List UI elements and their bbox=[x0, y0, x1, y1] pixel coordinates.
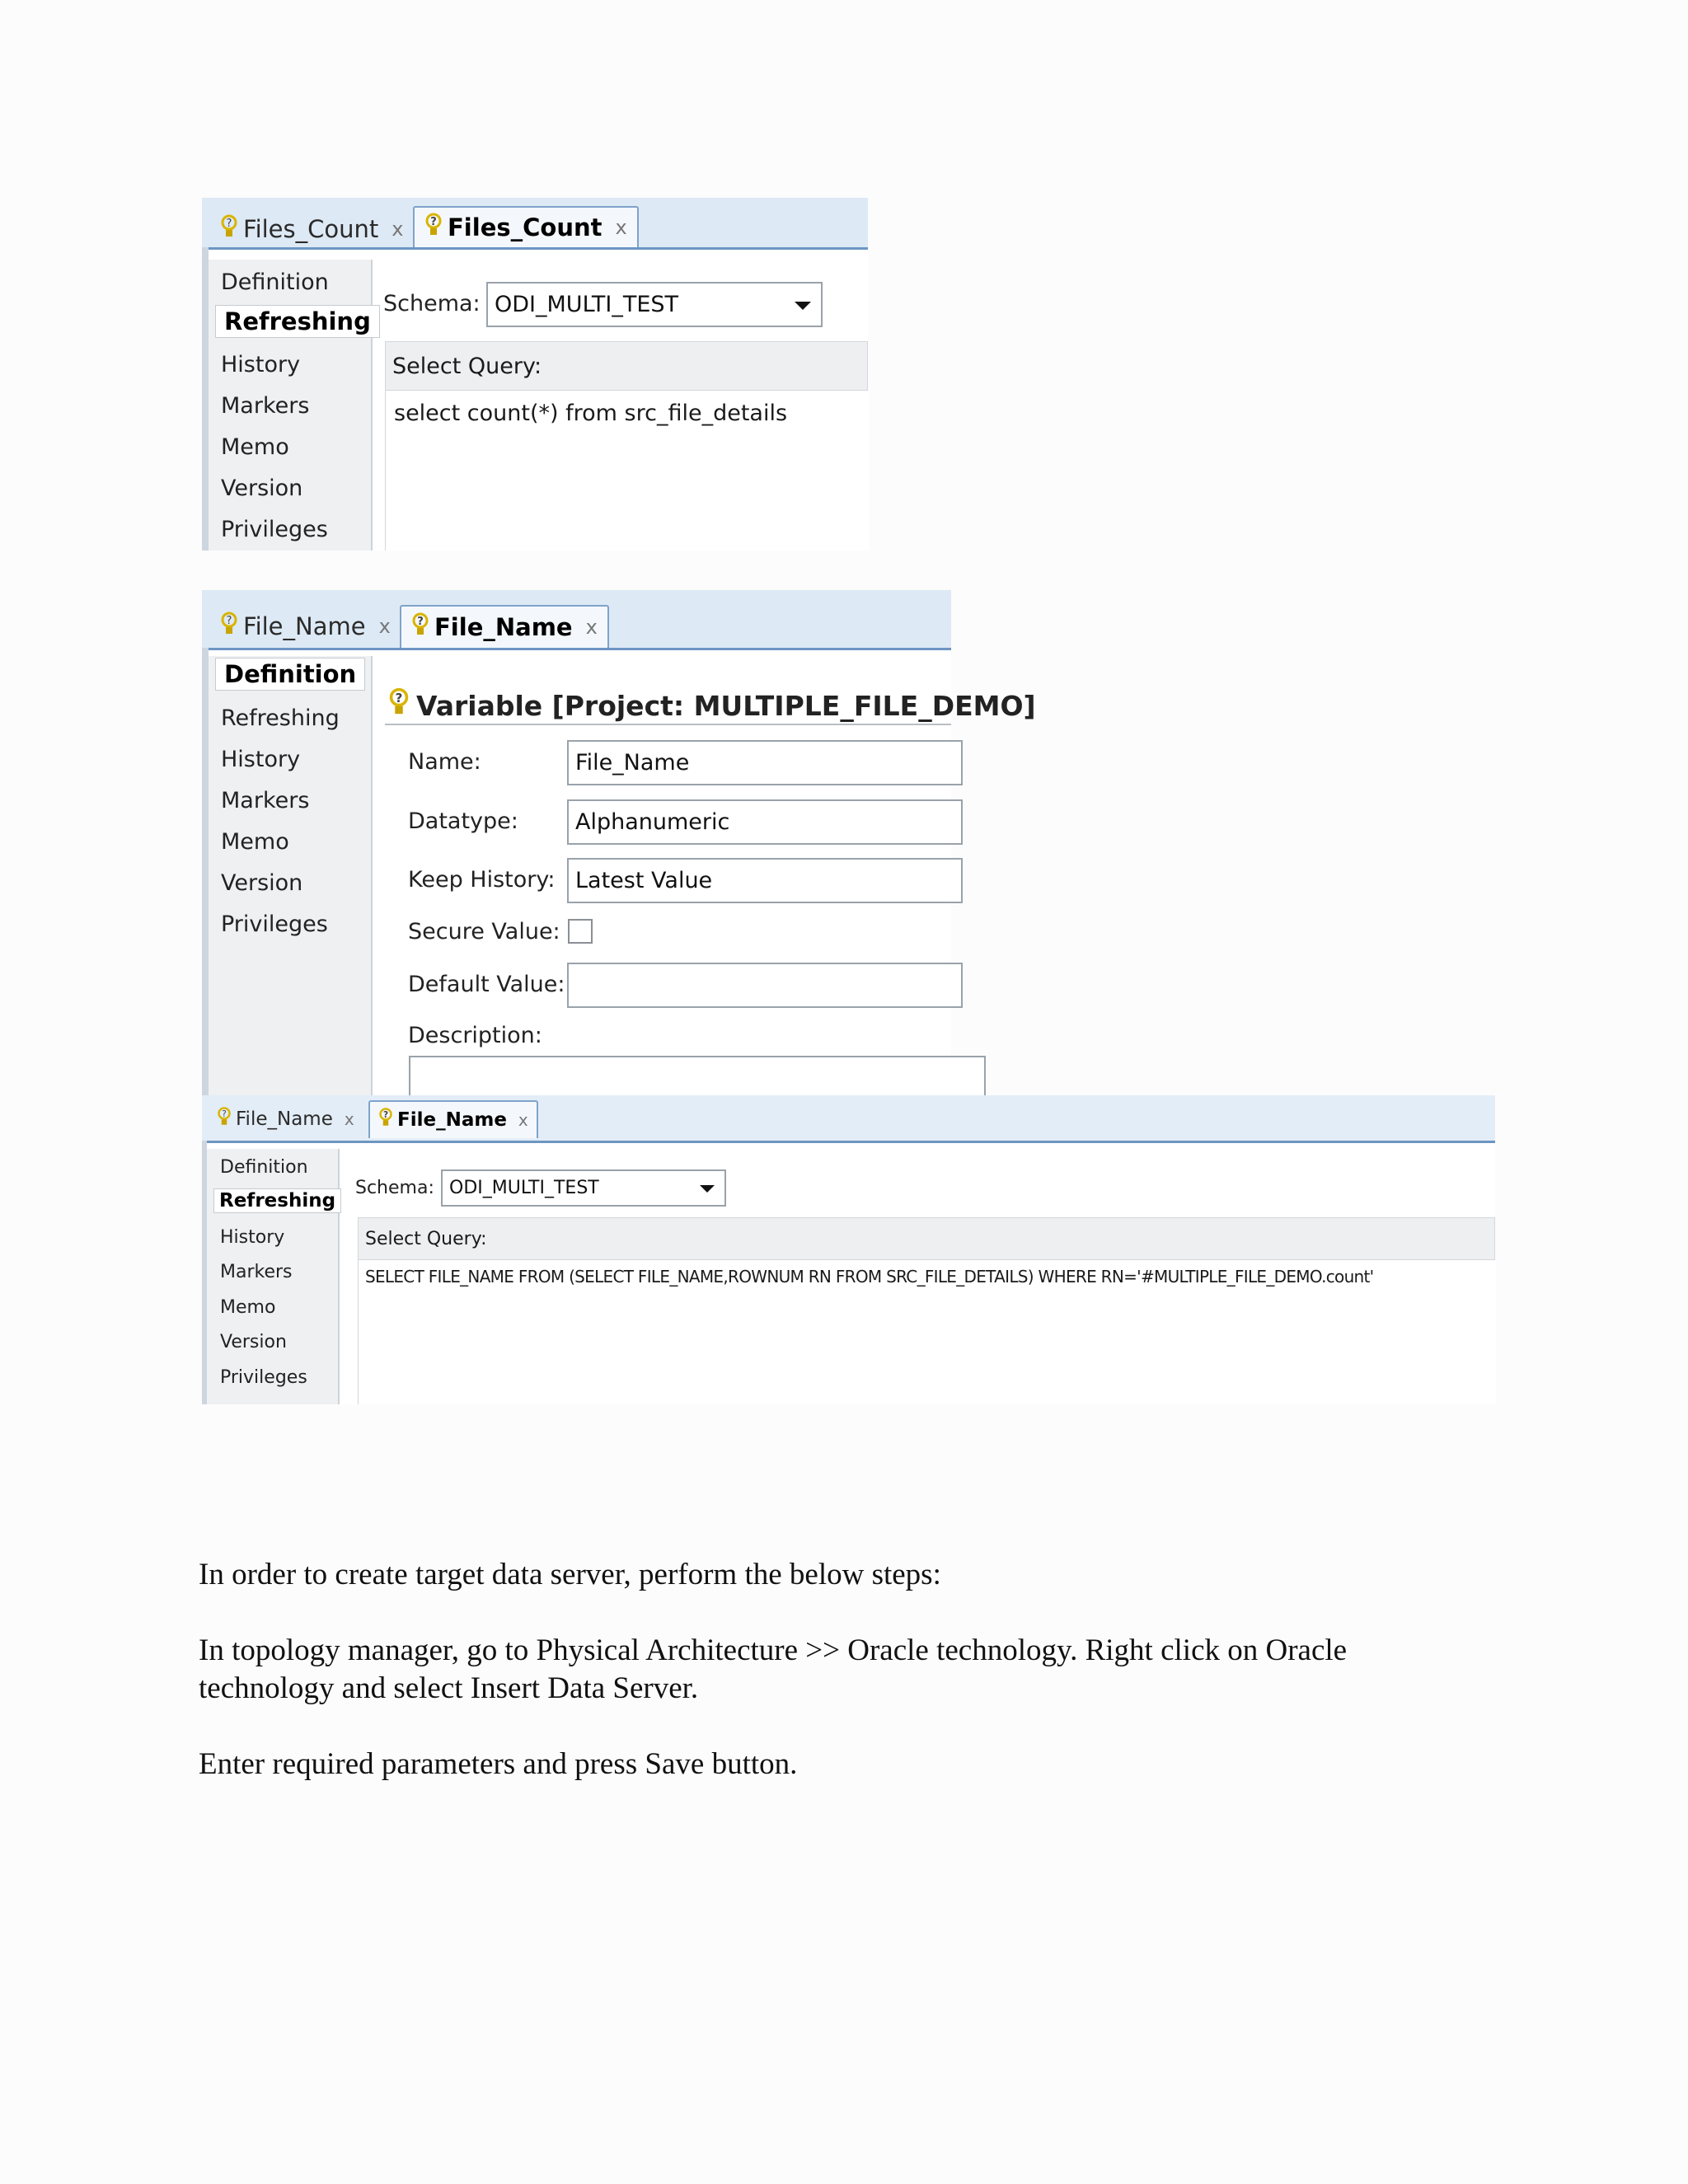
nav-item-privileges[interactable]: Privileges bbox=[221, 912, 328, 937]
svg-text:?: ? bbox=[222, 1109, 227, 1119]
keep-history-value: Latest Value bbox=[575, 868, 713, 893]
close-icon[interactable]: x bbox=[615, 216, 627, 239]
name-label: Name: bbox=[408, 749, 481, 775]
schema-dropdown[interactable] bbox=[441, 1169, 726, 1207]
tab-label: File_Name bbox=[434, 613, 573, 641]
left-border bbox=[202, 247, 209, 551]
default-value-input[interactable] bbox=[567, 963, 963, 1008]
chevron-down-icon bbox=[700, 1185, 715, 1193]
default-value-label: Default Value: bbox=[408, 972, 565, 997]
nav-item-history[interactable]: History bbox=[221, 747, 301, 772]
tab-label: Files_Count bbox=[448, 213, 603, 241]
close-icon[interactable]: x bbox=[392, 218, 404, 241]
file-name-definition-screenshot bbox=[202, 590, 1036, 1095]
nav-item-memo[interactable]: Memo bbox=[221, 829, 289, 855]
select-query-label: Select Query: bbox=[365, 1228, 487, 1249]
close-icon[interactable]: x bbox=[585, 616, 598, 639]
svg-text:?: ? bbox=[395, 691, 403, 705]
paragraph-intro: In order to create target data server, perform the below steps: bbox=[199, 1558, 941, 1591]
name-input[interactable] bbox=[567, 740, 963, 785]
schema-label: Schema: bbox=[355, 1178, 434, 1198]
paragraph-topology-line1: In topology manager, go to Physical Architecture >> Oracle technology. Right click on Oracle bbox=[199, 1633, 1348, 1667]
keep-history-label: Keep History: bbox=[408, 867, 556, 893]
nav-item-definition[interactable]: Definition bbox=[221, 269, 329, 295]
tab-file-name-active[interactable] bbox=[368, 1100, 538, 1138]
nav-item-definition[interactable]: Definition bbox=[220, 1157, 308, 1178]
heading-divider bbox=[385, 724, 951, 725]
nav-item-markers[interactable]: Markers bbox=[221, 788, 310, 813]
tab-label: File_Name bbox=[397, 1109, 507, 1131]
close-icon[interactable]: x bbox=[344, 1109, 354, 1129]
variable-heading-text: Variable [Project: MULTIPLE_FILE_DEMO] bbox=[416, 689, 1036, 722]
tab-label: File_Name bbox=[236, 1108, 333, 1130]
nav-item-refreshing[interactable]: Refreshing bbox=[213, 1188, 341, 1213]
close-icon[interactable]: x bbox=[518, 1110, 528, 1130]
side-nav bbox=[209, 260, 373, 551]
file-name-refreshing-screenshot bbox=[202, 1095, 1495, 1404]
variable-heading bbox=[388, 687, 1036, 724]
tab-strip bbox=[202, 198, 868, 250]
nav-item-version[interactable]: Version bbox=[220, 1332, 287, 1352]
nav-item-markers[interactable]: Markers bbox=[221, 393, 310, 419]
tab-strip bbox=[202, 590, 951, 650]
secure-value-label: Secure Value: bbox=[408, 919, 560, 944]
variable-bulb-icon bbox=[411, 612, 429, 644]
tab-label: File_Name bbox=[243, 612, 366, 640]
side-nav bbox=[207, 1149, 340, 1404]
select-query-header bbox=[385, 341, 868, 391]
nav-item-history[interactable]: History bbox=[220, 1227, 285, 1248]
files-count-refreshing-screenshot bbox=[202, 198, 868, 551]
svg-text:?: ? bbox=[417, 615, 424, 628]
nav-item-refreshing[interactable]: Refreshing bbox=[215, 305, 380, 338]
select-query-label: Select Query: bbox=[392, 353, 542, 379]
side-nav bbox=[209, 656, 373, 1095]
datatype-select[interactable] bbox=[567, 799, 963, 845]
keep-history-select[interactable] bbox=[567, 858, 963, 903]
nav-item-privileges[interactable]: Privileges bbox=[220, 1367, 307, 1388]
datatype-value: Alphanumeric bbox=[575, 809, 730, 835]
variable-bulb-icon bbox=[220, 611, 238, 643]
nav-item-definition[interactable]: Definition bbox=[215, 658, 365, 691]
select-query-text: SELECT FILE_NAME FROM (SELECT FILE_NAME,ROWNUM RN FROM SRC_FILE_DETAILS) WHERE RN='#MULTIPLE_FILE_DEMO.count' bbox=[365, 1267, 1374, 1286]
tab-files-count-inactive[interactable] bbox=[220, 213, 403, 246]
variable-bulb-icon bbox=[424, 212, 443, 244]
description-label: Description: bbox=[408, 1023, 542, 1048]
variable-bulb-icon bbox=[378, 1107, 393, 1133]
secure-value-checkbox[interactable] bbox=[568, 919, 593, 944]
tab-files-count-active[interactable] bbox=[413, 206, 639, 247]
schema-value: ODI_MULTI_TEST bbox=[449, 1178, 599, 1198]
datatype-label: Datatype: bbox=[408, 808, 518, 834]
tab-file-name-active[interactable] bbox=[400, 605, 609, 648]
name-value: File_Name bbox=[575, 750, 690, 776]
nav-item-history[interactable]: History bbox=[221, 352, 301, 377]
svg-text:?: ? bbox=[226, 217, 232, 230]
select-query-editor[interactable] bbox=[358, 1260, 1496, 1404]
nav-item-version[interactable]: Version bbox=[221, 870, 303, 896]
schema-label: Schema: bbox=[383, 291, 481, 316]
paragraph-save: Enter required parameters and press Save button. bbox=[199, 1747, 798, 1781]
close-icon[interactable]: x bbox=[378, 615, 391, 638]
tab-file-name-inactive[interactable] bbox=[217, 1104, 354, 1135]
nav-item-markers[interactable]: Markers bbox=[220, 1262, 293, 1282]
svg-text:?: ? bbox=[382, 1110, 389, 1120]
left-border bbox=[202, 648, 209, 1095]
variable-bulb-icon bbox=[388, 687, 410, 724]
schema-value: ODI_MULTI_TEST bbox=[495, 292, 679, 317]
variable-bulb-icon bbox=[220, 213, 238, 246]
svg-text:?: ? bbox=[226, 614, 232, 627]
tab-file-name-inactive[interactable] bbox=[220, 610, 391, 643]
nav-item-version[interactable]: Version bbox=[221, 476, 303, 501]
nav-item-memo[interactable]: Memo bbox=[220, 1297, 276, 1318]
tab-label: Files_Count bbox=[243, 215, 379, 243]
select-query-editor[interactable] bbox=[385, 391, 869, 551]
tab-strip bbox=[202, 1095, 1495, 1143]
schema-dropdown[interactable] bbox=[486, 282, 823, 327]
nav-item-refreshing[interactable]: Refreshing bbox=[221, 705, 340, 731]
nav-item-memo[interactable]: Memo bbox=[221, 434, 289, 460]
chevron-down-icon bbox=[795, 302, 811, 310]
select-query-text: select count(*) from src_file_details bbox=[394, 401, 788, 426]
variable-bulb-icon bbox=[217, 1106, 232, 1132]
svg-text:?: ? bbox=[430, 215, 437, 228]
nav-item-privileges[interactable]: Privileges bbox=[221, 517, 328, 542]
paragraph-topology-line2: technology and select Insert Data Server. bbox=[199, 1671, 699, 1705]
select-query-header bbox=[358, 1217, 1495, 1260]
